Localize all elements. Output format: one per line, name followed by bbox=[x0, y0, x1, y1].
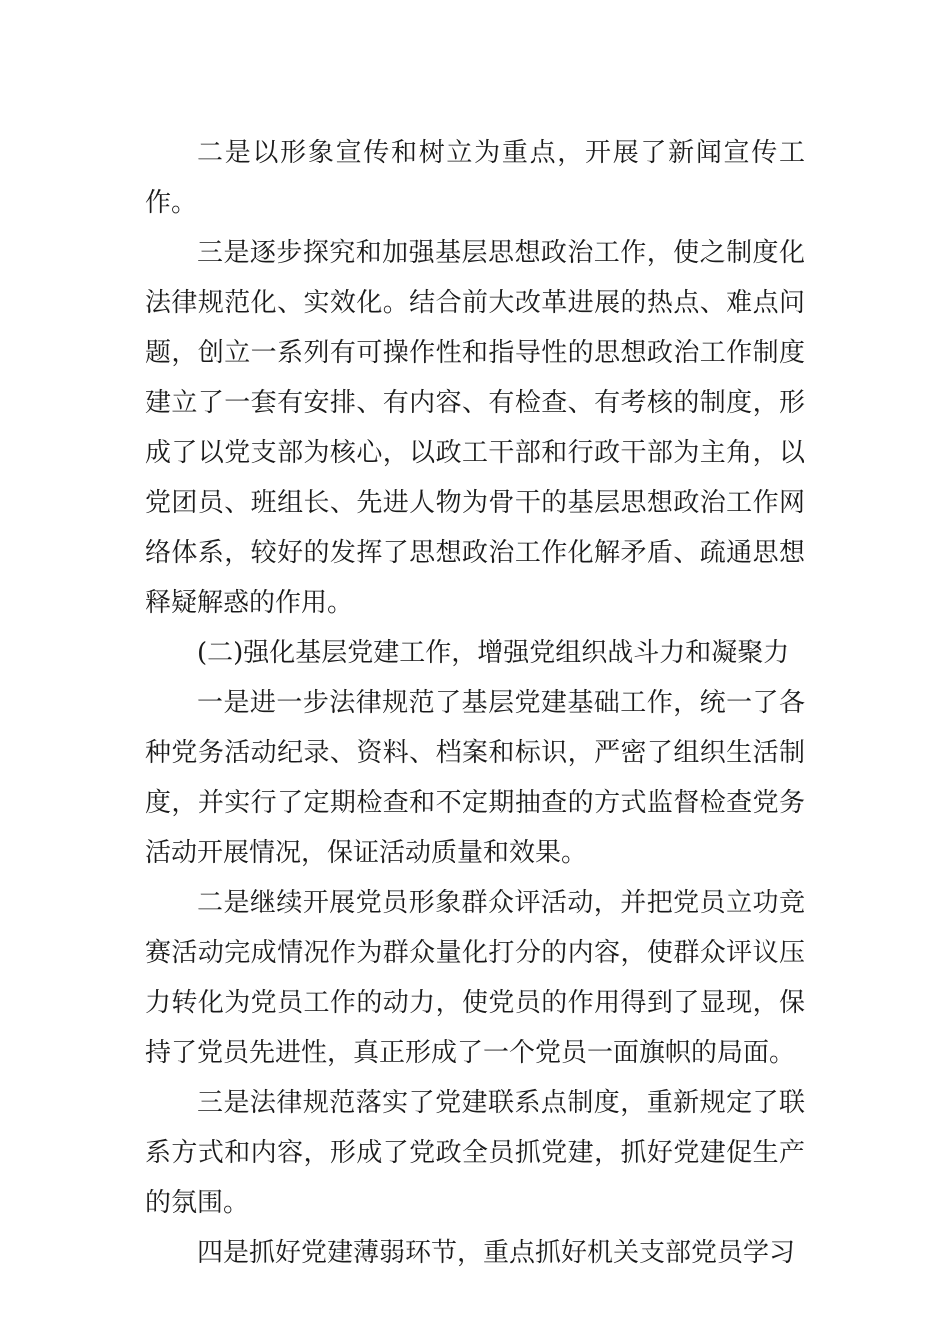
paragraph-2: 三是逐步探究和加强基层思想政治工作，使之制度化法律规范化、实效化。结合前大改革进展的热点、难点问题，创立一系列有可操作性和指导性的思想政治工作制度建立了一套有安排、有内容、有检查、有考核的制度，形成了以党支部为核心，以政工干部和行政干部为主角，以党团员、班组长、先进人物为骨干的基层思想政治工作网络体系，较好的发挥了思想政治工作化解矛盾、疏通思想释疑解惑的作用。 bbox=[145, 238, 805, 618]
paragraph-4: 二是继续开展党员形象群众评活动，并把党员立功竞赛活动完成情况作为群众量化打分的内容，使群众评议压力转化为党员工作的动力，使党员的作用得到了显现，保持了党员先进性，真正形成了一个党员一面旗帜的局面。 bbox=[145, 888, 805, 1068]
paragraph-3: 一是进一步法律规范了基层党建基础工作，统一了各种党务活动纪录、资料、档案和标识，严密了组织生活制度，并实行了定期检查和不定期抽查的方式监督检查党务活动开展情况，保证活动质量和效果。 bbox=[145, 688, 805, 868]
paragraph-5: 三是法律规范落实了党建联系点制度，重新规定了联系方式和内容，形成了党政全员抓党建，抓好党建促生产的氛围。 bbox=[145, 1088, 805, 1218]
paragraph-6: 四是抓好党建薄弱环节，重点抓好机关支部党员学习 bbox=[197, 1238, 796, 1268]
section-heading: (二)强化基层党建工作，增强党组织战斗力和凝聚力 bbox=[197, 638, 790, 668]
paragraph-1: 二是以形象宣传和树立为重点，开展了新闻宣传工作。 bbox=[145, 138, 805, 218]
document-body bbox=[145, 128, 805, 1278]
